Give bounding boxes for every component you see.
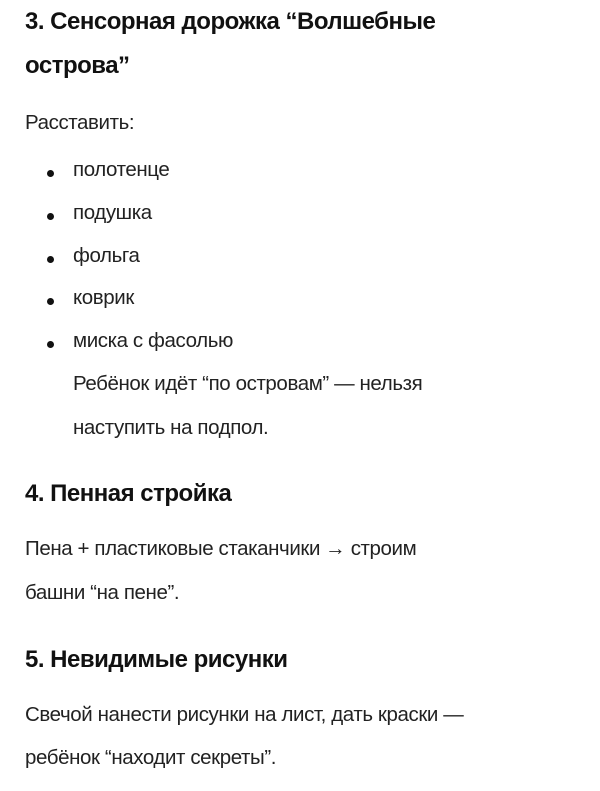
bullet-icon [47, 298, 54, 305]
section-4-title: 4. Пенная стройка [25, 480, 232, 507]
bullet-icon [47, 341, 54, 348]
list-item: коврик [73, 286, 134, 309]
list-item: подушка [73, 201, 152, 224]
section-3-title-line-1: 3. Сенсорная дорожка “Волшебные [25, 8, 436, 35]
section-5-title: 5. Невидимые рисунки [25, 646, 288, 673]
bullet-icon [47, 256, 54, 263]
list-item: фольга [73, 244, 140, 267]
list-item-note-line-2: наступить на подпол. [73, 416, 269, 439]
list-item: полотенце [73, 158, 170, 181]
section-5-text-line-1: Свечой нанести рисунки на лист, дать краски — [25, 703, 464, 726]
section-3-title-line-2: острова” [25, 52, 130, 79]
bullet-icon [47, 213, 54, 220]
section-4-text-line-1: Пена + пластиковые стаканчики → строим [25, 537, 417, 560]
section-3-intro: Расставить: [25, 111, 135, 134]
bullet-icon [47, 170, 54, 177]
section-5-text-line-2: ребёнок “находит секреты”. [25, 746, 277, 769]
list-item: миска с фасолью [73, 329, 233, 352]
list-item-note-line-1: Ребёнок идёт “по островам” — нельзя [73, 372, 423, 395]
section-4-text-line-2: башни “на пене”. [25, 581, 180, 604]
